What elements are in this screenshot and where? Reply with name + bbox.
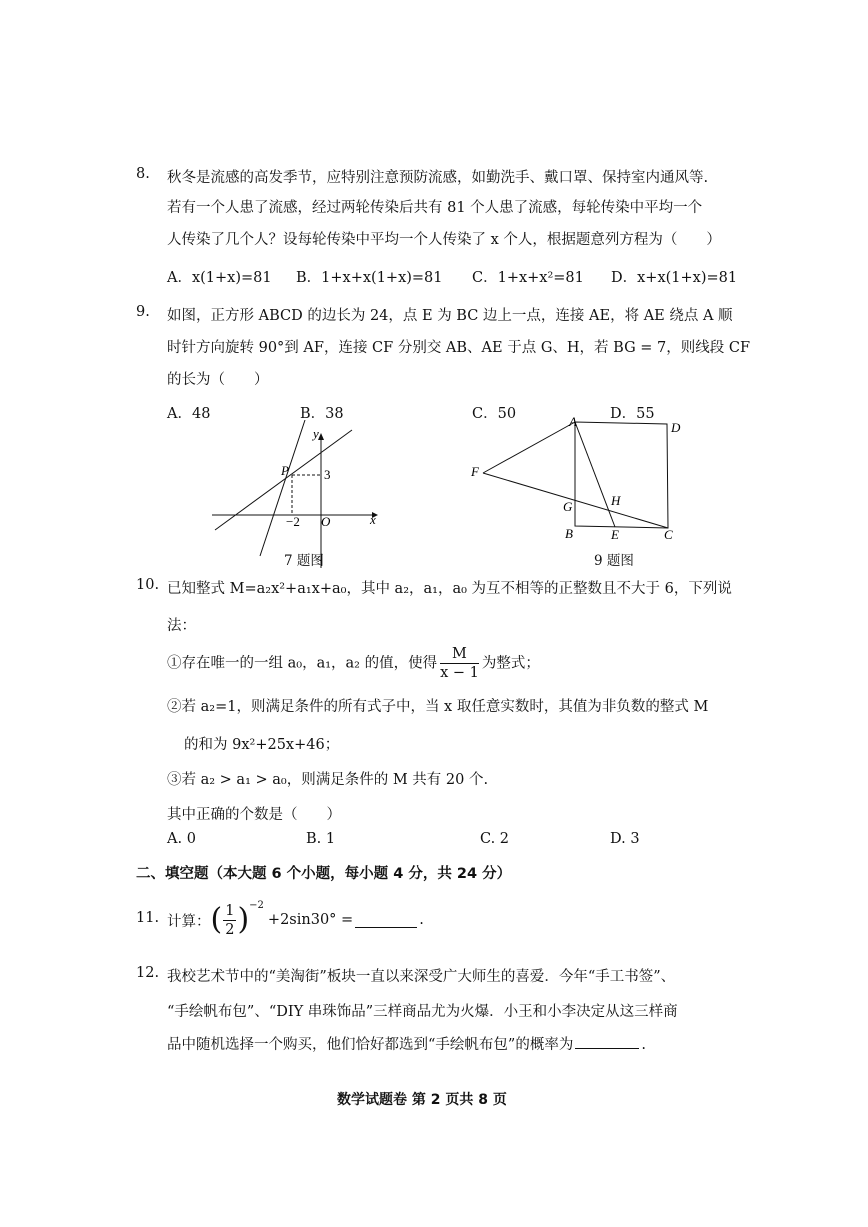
q12-line3 (167, 1033, 646, 1054)
q10-option-c: C. 2 (480, 831, 510, 847)
fig7-label-p: P (281, 463, 289, 478)
q10-line1: 已知整式 M=a₂x²+a₁x+a₀，其中 a₂，a₁，a₀ 为互不相等的正整数且不大于 6，下列说 (167, 581, 732, 597)
q10-option-d: D. 3 (610, 831, 640, 847)
q11-rest: +2sin30° = (267, 912, 354, 928)
q9-option-d: D．55 (610, 406, 655, 422)
q10-statement-2b: 的和为 9x²+25x+46； (184, 737, 340, 753)
q8-option-b: B．1+x+x(1+x)=81 (296, 270, 443, 286)
q8-line3: 人传染了几个人？设每轮传染中平均一个人传染了 x 个人，根据题意列方程为（ ） (167, 232, 721, 248)
q12-line1: 我校艺术节中的“美淘街”板块一直以来深受广大师生的喜爱．今年“手工书签”、 (167, 969, 676, 985)
q9-line3: 的长为（ ） (167, 372, 269, 388)
q8-option-a: A．x(1+x)=81 (167, 270, 272, 286)
q10-s1-prefix: ①存在唯一的一组 a₀，a₁，a₂ 的值，使得 (167, 655, 438, 672)
q8-line1: 秋冬是流感的高发季节，应特别注意预防流感，如勤洗手、戴口罩、保持室内通风等. (167, 170, 709, 186)
q9-number: 9. (136, 304, 150, 320)
q10-number: 10. (136, 577, 160, 593)
q10-s1-suffix: 为整式； (481, 655, 540, 672)
page-footer: 数学试题卷 第 2 页共 8 页 (337, 1092, 507, 1108)
section-2-heading: 二、填空题（本大题 6 个小题，每小题 4 分，共 24 分） (136, 866, 512, 882)
q11-prefix: 计算： (167, 913, 211, 930)
fig9-label-d: D (671, 420, 681, 435)
figure-9 (465, 412, 685, 542)
fig9-label-e: E (611, 527, 619, 542)
q11-right-paren: ) (237, 902, 250, 937)
q9-line1: 如图，正方形 ABCD 的边长为 24，点 E 为 BC 边上一点，连接 AE，将 AE 绕点 A 顺 (167, 308, 733, 324)
q11-fraction-numerator: 1 (225, 902, 235, 919)
fig7-label-x: x (370, 512, 376, 527)
q12-line2: “手绘帆布包”、“DIY 串珠饰品”三样商品尤为火爆．小王和小李决定从这三样商 (167, 1004, 678, 1020)
fig9-label-h: H (611, 493, 621, 508)
q10-s1-fraction (440, 645, 479, 682)
fig9-caption: 9 题图 (594, 553, 634, 569)
fig9-label-c: C (664, 527, 673, 542)
fig7-label-y: y (313, 426, 319, 441)
q11-exponent: −2 (249, 900, 264, 911)
q8-line2: 若有一个人患了流感，经过两轮传染后共有 81 个人患了流感，每轮传染中平均一个 (167, 200, 703, 216)
q8-option-d: D．x+x(1+x)=81 (611, 270, 738, 286)
q10-s1-denominator: x − 1 (440, 665, 479, 681)
q10-option-b: B. 1 (306, 831, 336, 847)
q9-option-b: B．38 (300, 406, 344, 422)
fig7-label-neg2: −2 (286, 514, 300, 529)
q9-line2: 时针方向旋转 90°到 AF，连接 CF 分别交 AB、AE 于点 G、H，若 BG = 7，则线段 CF (167, 340, 751, 356)
q10-line2: 法： (167, 618, 196, 634)
q11-end: . (419, 912, 424, 928)
q8-number: 8. (136, 166, 150, 182)
q10-s1-numerator: M (440, 645, 479, 664)
q12-end: . (641, 1037, 646, 1053)
fig7-line-2 (260, 420, 305, 556)
fig7-y-arrow (318, 433, 324, 440)
fig9-label-g: G (563, 499, 573, 514)
fig9-segment-af (483, 422, 575, 473)
figure-7 (200, 420, 400, 570)
q9-option-c: C．50 (472, 406, 517, 422)
q11-number: 11. (136, 910, 160, 926)
fig7-label-o: O (321, 514, 331, 529)
fig9-label-f: F (471, 464, 479, 479)
q12-line3-text: 品中随机选择一个购买，他们恰好都选到“手绘帆布包”的概率为 (167, 1037, 574, 1053)
q11-fraction-denominator: 2 (225, 921, 235, 938)
q11-fraction (223, 902, 236, 939)
q11-answer-blank[interactable] (355, 913, 417, 928)
q11-left-paren: ( (210, 902, 223, 937)
q10-statement-3: ③若 a₂ > a₁ > a₀，则满足条件的 M 共有 20 个. (167, 772, 489, 788)
q12-answer-blank[interactable] (575, 1034, 639, 1049)
fig9-label-b: B (565, 526, 573, 541)
fig9-square (575, 422, 668, 528)
fig7-caption: 7 题图 (284, 553, 324, 569)
q10-statement-1 (167, 645, 540, 682)
q11-expression (167, 898, 424, 942)
q10-statement-2a: ②若 a₂=1，则满足条件的所有式子中，当 x 取任意实数时，其值为非负数的整式 M (167, 699, 709, 715)
q10-ask: 其中正确的个数是（ ） (167, 807, 341, 823)
fig7-label-3: 3 (324, 467, 331, 482)
q8-option-c: C．1+x+x²=81 (472, 270, 584, 286)
fig9-label-a: A (569, 414, 577, 429)
q9-option-a: A．48 (167, 406, 211, 422)
q10-option-a: A. 0 (167, 831, 196, 847)
q12-number: 12. (136, 965, 160, 981)
fig9-segment-ae (575, 422, 615, 527)
